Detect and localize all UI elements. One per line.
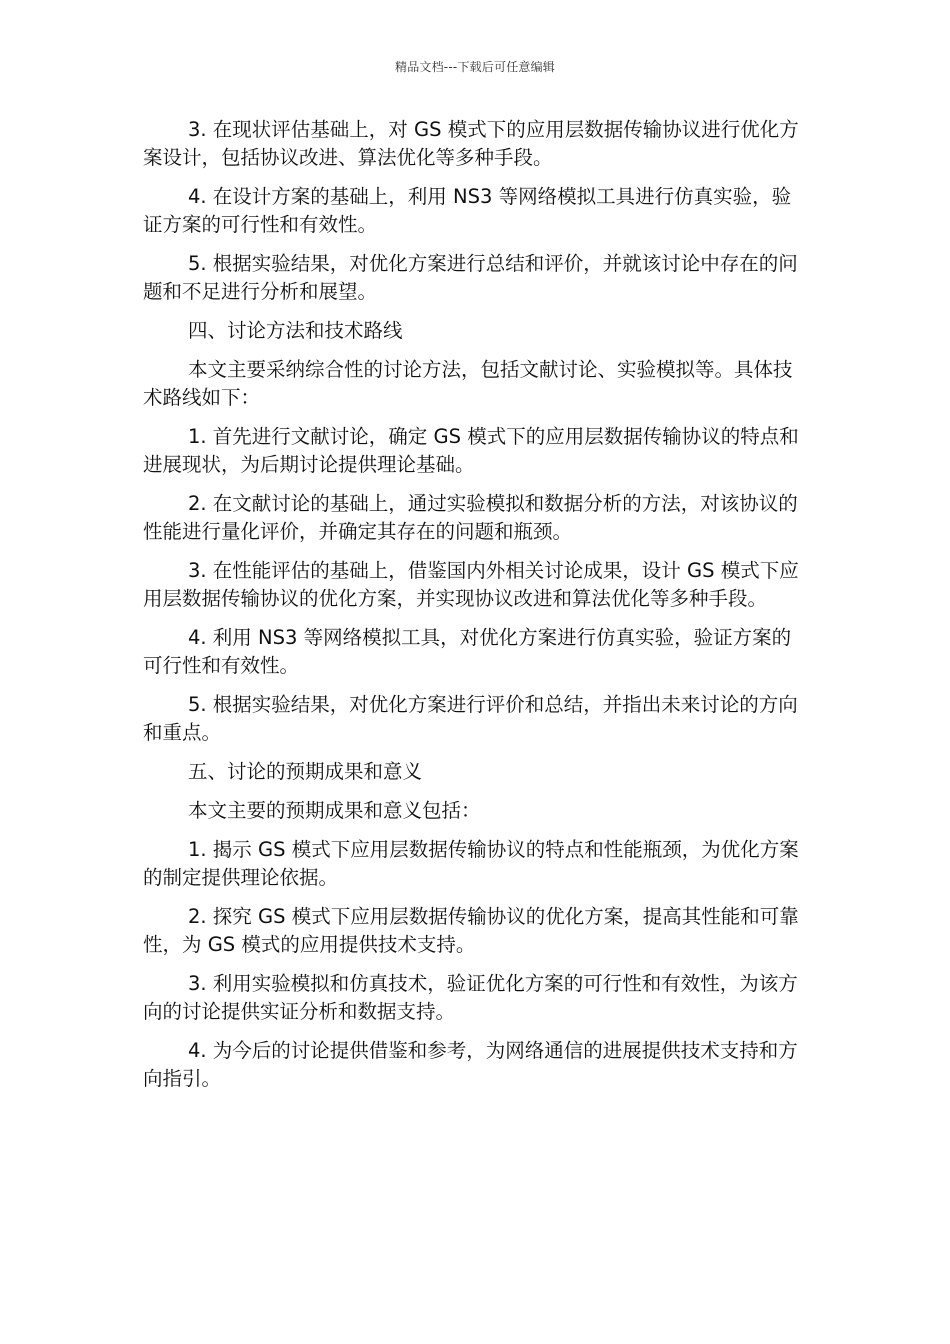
outcome-item-4: 4. 为今后的讨论提供借鉴和参考，为网络通信的进展提供技术支持和方向指引。 (143, 1039, 798, 1090)
section-heading-methods: 四、讨论方法和技术路线 (188, 319, 403, 342)
route-item-5: 5. 根据实验结果，对优化方案进行评价和总结，并指出未来讨论的方向和重点。 (143, 693, 798, 744)
paragraph-methods-intro: 本文主要采纳综合性的讨论方法，包括文献讨论、实验模拟等。具体技术路线如下： (143, 358, 793, 409)
paragraph-item-3: 3. 在现状评估基础上，对 GS 模式下的应用层数据传输协议进行优化方案设计，包括协议改进、算法优化等多种手段。 (143, 118, 799, 169)
route-item-3: 3. 在性能评估的基础上，借鉴国内外相关讨论成果，设计 GS 模式下应用层数据传输协议的优化方案，并实现协议改进和算法优化等多种手段。 (143, 559, 799, 610)
paragraph-item-5: 5. 根据实验结果，对优化方案进行总结和评价，并就该讨论中存在的问题和不足进行分析和展望。 (143, 252, 798, 303)
page-header: 精品文档---下载后可任意编辑 (395, 60, 555, 74)
outcome-item-2: 2. 探究 GS 模式下应用层数据传输协议的优化方案，提高其性能和可靠性，为 GS 模式的应用提供技术支持。 (143, 905, 799, 956)
route-item-2: 2. 在文献讨论的基础上，通过实验模拟和数据分析的方法，对该协议的性能进行量化评价，并确定其存在的问题和瓶颈。 (143, 492, 798, 543)
paragraph-item-4: 4. 在设计方案的基础上，利用 NS3 等网络模拟工具进行仿真实验，验证方案的可行性和有效性。 (143, 185, 792, 236)
route-item-4: 4. 利用 NS3 等网络模拟工具，对优化方案进行仿真实验，验证方案的可行性和有效性。 (143, 626, 792, 677)
section-heading-outcomes: 五、讨论的预期成果和意义 (188, 760, 423, 783)
outcome-item-3: 3. 利用实验模拟和仿真技术，验证优化方案的可行性和有效性，为该方向的讨论提供实证分析和数据支持。 (143, 972, 798, 1023)
route-item-1: 1. 首先进行文献讨论，确定 GS 模式下的应用层数据传输协议的特点和进展现状，为后期讨论提供理论基础。 (143, 425, 799, 476)
paragraph-outcomes-intro: 本文主要的预期成果和意义包括： (188, 799, 481, 822)
document-body (143, 116, 808, 1104)
outcome-item-1: 1. 揭示 GS 模式下应用层数据传输协议的特点和性能瓶颈，为优化方案的制定提供理论依据。 (143, 838, 799, 889)
